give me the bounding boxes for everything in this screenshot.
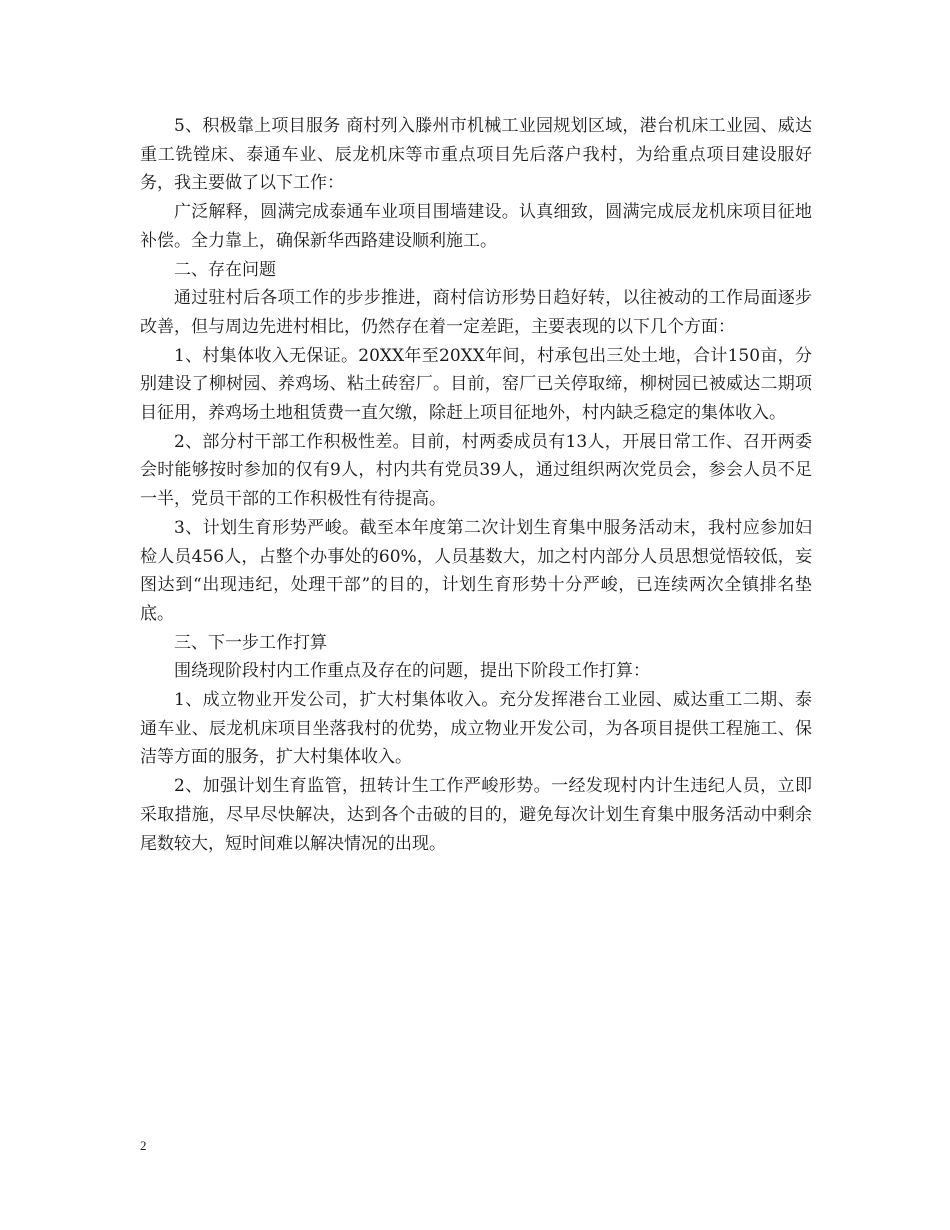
paragraph-project-tasks: 广泛解释，圆满完成泰通车业项目围墙建设。认真细致，圆满完成辰龙机床项目征地补偿。全力靠上，确保新华西路建设顺利施工。 — [140, 202, 812, 251]
paragraph-problems-intro: 通过驻村后各项工作的步步推进，商村信访形势日趋好转，以往被动的工作局面逐步改善，但与周边先进村相比，仍然存在着一定差距，主要表现的以下几个方面： — [140, 288, 812, 337]
section-heading-problems: 二、存在问题 — [174, 259, 276, 280]
section-heading-next-steps: 三、下一步工作打算 — [174, 632, 327, 653]
paragraph-problem-family-planning: 3、计划生育形势严峻。截至本年度第二次计划生育集中服务活动末，我村应参加妇检人员456人，占整个办事处的60%，人员基数大，加之村内部分人员思想觉悟较低，妄图达到“出现违纪，处理干部”的目的，计划生育形势十分严峻，已连续两次全镇排名垫底。 — [140, 517, 812, 624]
paragraph-problem-cadres: 2、部分村干部工作积极性差。目前，村两委成员有13人，开展日常工作、召开两委会时能够按时参加的仅有9人，村内共有党员39人，通过组织两次党员会，参会人员不足一半，党员干部的工作积极性有待提高。 — [140, 431, 812, 510]
paragraph-problem-income: 1、村集体收入无保证。20XX年至20XX年间，村承包出三处土地，合计150亩，分别建设了柳树园、养鸡场、粘土砖窑厂。目前，窑厂已关停取缔，柳树园已被威达二期项目征用，养鸡场土地租赁费一直欠缴，除赶上项目征地外，村内缺乏稳定的集体收入。 — [140, 345, 812, 424]
paragraph-plan-family-planning: 2、加强计划生育监管，扭转计生工作严峻形势。一经发现村内计生违纪人员，立即采取措施，尽早尽快解决，达到各个击破的目的，避免每次计划生育集中服务活动中剩余尾数较大，短时间难以解决情况的出现。 — [140, 776, 812, 854]
paragraph-project-service: 5、积极靠上项目服务 商村列入滕州市机械工业园规划区域，港台机床工业园、威达重工铣镗床、泰通车业、辰龙机床等市重点项目先后落户我村，为给重点项目建设服好务，我主要做了以下工作： — [140, 116, 812, 194]
page-number: 2 — [140, 1138, 147, 1153]
paragraph-plan-property-company: 1、成立物业开发公司，扩大村集体收入。充分发挥港台工业园、威达重工二期、泰通车业、辰龙机床项目坐落我村的优势，成立物业开发公司，为各项目提供工程施工、保洁等方面的服务，扩大村集体收入。 — [140, 690, 812, 768]
paragraph-next-steps-intro: 围绕现阶段村内工作重点及存在的问题，提出下阶段工作打算： — [174, 661, 650, 682]
document-body — [140, 112, 812, 858]
